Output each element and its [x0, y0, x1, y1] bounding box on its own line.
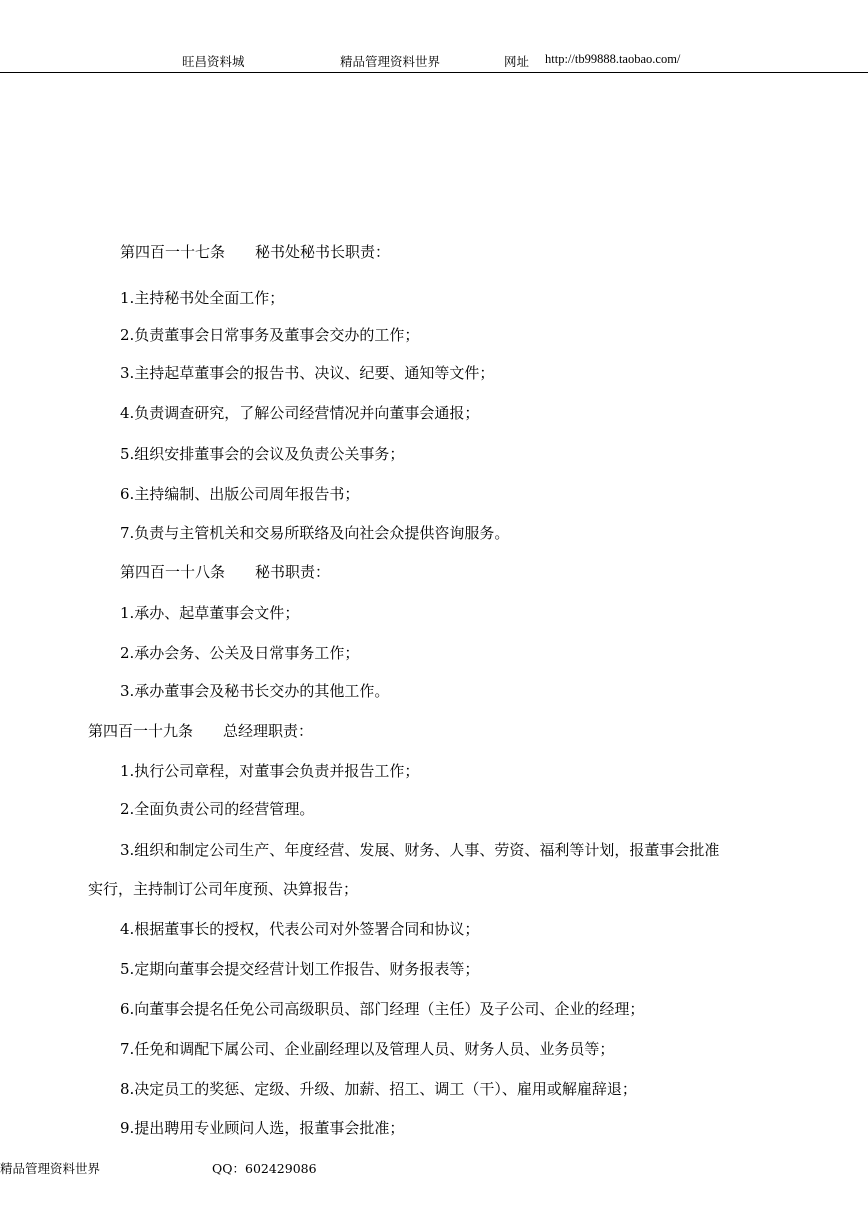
clause-item: 1.主持秘书处全面工作；	[120, 289, 285, 307]
clause-item: 3.组织和制定公司生产、年度经营、发展、财务、人事、劳资、福利等计划，报董事会批准	[120, 841, 720, 859]
clause-item: 3.承办董事会及秘书长交办的其他工作。	[120, 682, 390, 700]
page-header	[0, 52, 868, 72]
header-site-url: http://tb99888.taobao.com/	[545, 52, 681, 66]
clause-item: 7.任免和调配下属公司、企业副经理以及管理人员、财务人员、业务员等；	[120, 1040, 615, 1058]
article-number: 第四百一十九条	[88, 722, 194, 740]
clause-item: 3.主持起草董事会的报告书、决议、纪要、通知等文件；	[120, 364, 495, 382]
article-417-heading	[120, 242, 390, 262]
article-419-heading	[88, 721, 313, 741]
clause-item: 2.全面负责公司的经营管理。	[120, 800, 315, 818]
header-left-text: 旺昌资料城	[182, 54, 245, 69]
clause-item: 4.负责调查研究，了解公司经营情况并向董事会通报；	[120, 404, 480, 422]
article-number: 第四百一十八条	[120, 563, 226, 581]
clause-item: 9.提出聘用专业顾问人选，报董事会批准；	[120, 1119, 405, 1137]
footer-left-text: 精品管理资料世界	[0, 1161, 101, 1176]
clause-item: 8.决定员工的奖惩、定级、升级、加薪、招工、调工（干）、雇用或解雇辞退；	[120, 1080, 637, 1098]
clause-item: 1.执行公司章程，对董事会负责并报告工作；	[120, 762, 420, 780]
article-title: 总经理职责：	[223, 722, 314, 740]
clause-item: 6.主持编制、出版公司周年报告书；	[120, 485, 360, 503]
clause-item: 2.承办会务、公关及日常事务工作；	[120, 644, 360, 662]
clause-item: 4.根据董事长的授权，代表公司对外签署合同和协议；	[120, 920, 480, 938]
clause-item: 1.承办、起草董事会文件；	[120, 604, 300, 622]
footer-qq-text: QQ：602429086	[212, 1161, 317, 1176]
header-divider	[0, 72, 868, 73]
header-middle-text: 精品管理资料世界	[340, 54, 441, 69]
article-title: 秘书职责：	[255, 563, 331, 581]
clause-continuation: 实行，主持制订公司年度预、决算报告；	[88, 880, 359, 898]
clause-item: 5.定期向董事会提交经营计划工作报告、财务报表等；	[120, 960, 480, 978]
clause-item: 5.组织安排董事会的会议及负责公关事务；	[120, 445, 405, 463]
clause-item: 2.负责董事会日常事务及董事会交办的工作；	[120, 326, 420, 344]
article-title: 秘书处秘书长职责：	[255, 243, 391, 261]
header-site-label: 网址	[504, 54, 530, 69]
clause-item: 6.向董事会提名任免公司高级职员、部门经理（主任）及子公司、企业的经理；	[120, 1000, 645, 1018]
clause-item: 7.负责与主管机关和交易所联络及向社会众提供咨询服务。	[120, 524, 510, 542]
article-418-heading	[120, 562, 330, 582]
article-number: 第四百一十七条	[120, 243, 226, 261]
